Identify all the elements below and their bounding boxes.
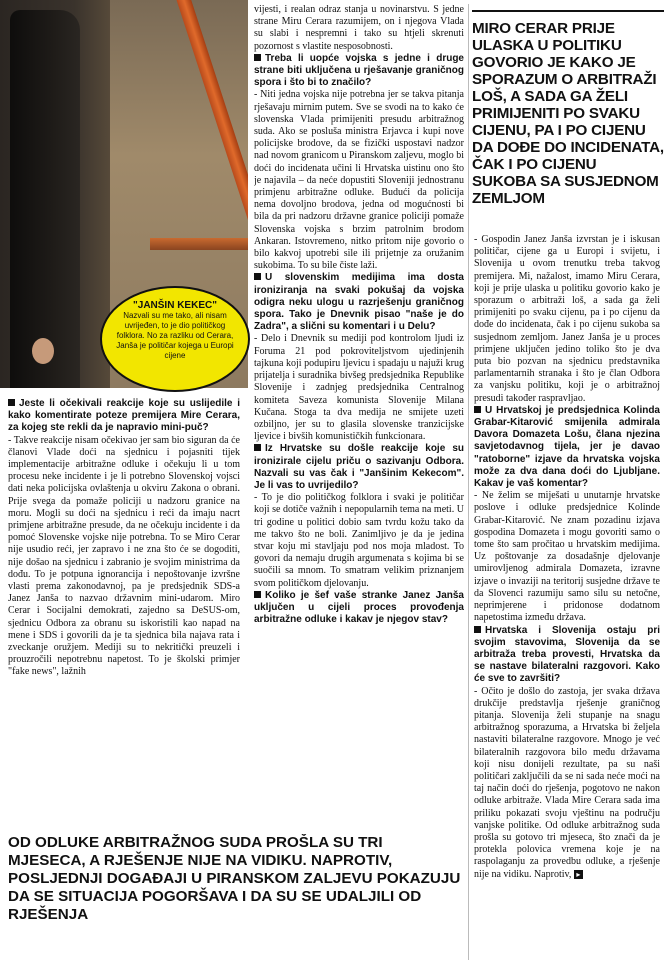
bubble-text: Nazvali su me tako, ali nisam uvrijeđen, to je dio političkog folklora. No za razliku od Cerara, Janša je političar kojega u Europi cijene bbox=[116, 311, 234, 360]
interview-answer: - Ne želim se miješati u unutarnje hrvatske poslove i odluke predsjednice Kolinde Grabar-Kitarović. Ne znam pozadinu izjava gospodina Domazeta i mogu govoriti samo o tome što sam pročitao u hrvatskim medijima. Uz poštovanje za dosadašnje djelovanje umirovljenog admirala Domazeta, izravne izjave o invaziji na teritorij susjedne države te da Slovenci razumiju samo silu su netočne, neprimjerene i pridonose dodatnom napetostima između država. bbox=[474, 490, 660, 624]
interview-question bbox=[254, 443, 464, 492]
interview-answer: - Očito je došlo do zastoja, jer svaka država drukčije predstavlja rješenje graničnog pitanja. Slovenija želi stupanje na snagu arbitražnog sporazuma, a Hrvatska bi željela nastaviti bilateralne razgovore. Mnogo je već bilateralnih razgovora bilo među državama koji nisu donijeli rezultate, pa su naši političari zaključili da se ni sada neće moći na taj način doći do rješenja, pogotovo ne nakon odluke arbitraže. Vlada Mire Cerara sada ima priliku pokazati svoju vještinu na području vanjske politike. Od odluke arbitražnog suda prošla su gotovo tri mjeseca, što znači da je protekla polovica vremena koje je na raspolaganju za provedbu odluke, a rješenje nije na vidiku. Naprotiv, ▸ bbox=[474, 685, 660, 880]
question-text: Hrvatska i Slovenija ostaju pri svojim stavovima, Slovenija da se arbitraža treba provesti, Hrvatska da se nastave bilateralni razgovori. Kako će sve to završiti? bbox=[474, 624, 660, 685]
interview-question bbox=[254, 272, 464, 333]
question-marker-icon bbox=[474, 406, 481, 413]
question-marker-icon bbox=[8, 399, 15, 406]
question-text: Iz Hrvatske su došle reakcije koje su ironizirale cijelu priču o sazivanju Odbora. Nazvali su vas čak i "Janšinim Kekecom". Je li vas to uvrijedilo? bbox=[254, 443, 464, 491]
pull-quote-bottom: OD ODLUKE ARBITRAŽNOG SUDA PROŠLA SU TRI MJESECA, A RJEŠENJE NIJE NA VIDIKU. NAPROTIV, POSLJEDNJI DOGAĐAJI U PIRANSKOM ZALJEVU POKAZUJU DA SE SITUACIJA POGORŠAVA I DA SU SE UDALJILI OD RJEŠENJA bbox=[8, 834, 461, 923]
interview-answer: - Takve reakcije nisam očekivao jer sam bio siguran da će članovi Vlade doći na sjednicu i pojasniti tijek implementacije arbitražne odluke i očekuju li u tom procesu neke incidente i je li potrebno Slovenskoj vojsci dati neka policijska ovlaštenja u okviru Zakona o obrani. Prije svega da pomaže policiji u nadzoru granice na moru. Mogli su doći na sjednicu i reći da imaju nacrt primjene arbitražne presude, da ne očekuju incidente i da pomoć Slovenske vojske nije potrebna. To se Miro Cerar nije usudio reći, jer zapravo i ne zna što će se dogoditi, nije došao na sjednicu i zabranio je svojim ministrima da dođu. To je potpuna ignorancija i nepoštovanje izvršne vlasti prema zakonodavnoj, pa je predsjednik SDS-a Janez Janša to nazvao državnim mini-udarom. Miro Cerar i Socijalni demokrati, zajedno sa DeSUS-om, sjednicu Odbora za obranu su iskoristili kao napad na mene i SDS i govorili da je ta sjednica bila najava rata i zveckanje oružjem. Mediji su to nekritički preuzeli i prouzročili nepotrebnu napetost. To je školski primjer "fake news", lažnih bbox=[8, 434, 240, 678]
question-text: Koliko je šef vaše stranke Janez Janša uključen u cijeli proces provođenja arbitražne odluke i kakav je njegov stav? bbox=[254, 589, 464, 626]
text-column-3 bbox=[474, 234, 660, 954]
text-column-2 bbox=[254, 4, 464, 830]
question-text: Jeste li očekivali reakcije koje su uslijedile i kako komentirate poteze premijera Mire Cerara, za kojeg ste rekli da je napravio mini-puč? bbox=[8, 398, 240, 434]
interview-question bbox=[474, 405, 660, 490]
interview-question bbox=[254, 590, 464, 627]
interview-question bbox=[474, 625, 660, 686]
question-text: U slovenskim medijima ima dosta ironiziranja na svaki pokušaj da vojska odigra neku ulogu u razrješenju graničnog spora. Tako je Dnevnik pisao "naše je do Zadra", a slični su komentari i u Delu? bbox=[254, 272, 464, 333]
photo-person bbox=[10, 10, 80, 388]
pull-quote-top: MIRO CERAR PRIJE ULASKA U POLITIKU GOVORIO JE KAKO JE SPORAZUM O ARBITRAŽI LOŠ, A SADA GA ŽELI PRIMIJENITI PO SVAKU CIJENU, PA I PO CIJENU DA DOĐE DO INCIDENATA, ČAK I PO CIJENU SUKOBA SA SUSJEDNOM ZEMLJOM bbox=[472, 20, 664, 207]
bubble-title: "JANŠIN KEKEC" bbox=[133, 300, 217, 311]
question-marker-icon bbox=[254, 444, 261, 451]
question-text: U Hrvatskoj je predsjednica Kolinda Grabar-Kitarović smijenila admirala Davora Domazeta Lošu, člana njezina savjetodavnog tijela, jer je davao "ratoborne" izjave da hrvatska vojska može za dva dana doći do Ljubljane. Kakav je vaš komentar? bbox=[474, 404, 660, 490]
photo-handrail-lower bbox=[150, 238, 248, 250]
text-column-1 bbox=[8, 398, 240, 830]
interview-answer: - To je dio političkog folklora i svaki je političar koji se dotiče važnih i nepopularnih tema na meti. U tri godine u politici dobio sam tvrdu kožu tako da me takvo što ne boli. Zanimljivo je da je jedina stvar koju mi stavljaju pod nos moja mladost. To govori da nemaju drugih argumenata s kojima bi se suočili sa mnom. To smatram velikim priznanjem svom političkom djelovanju. bbox=[254, 492, 464, 589]
question-marker-icon bbox=[254, 591, 261, 598]
speech-bubble bbox=[100, 286, 250, 392]
interview-answer: - Delo i Dnevnik su mediji pod kontrolom ljudi iz Foruma 21 pod pokroviteljstvom ujedinjenih tajkuna koji podupiru ljevicu i spadaju u najuži krug prijatelja i suradnika bivšeg predsjednika Republike Slovenije i zadnjeg predsjednika Centralnog komiteta Saveza komunista Slovenije Milana Kučana. Stoga ta dva medija ne smijete uzeti ozbiljno, jer su to glasila slovenske tranzicijske ljevice i bivših komunističkih funkcionara. bbox=[254, 333, 464, 443]
question-marker-icon bbox=[254, 273, 261, 280]
interview-answer: vijesti, i realan odraz stanja u novinarstvu. S jedne strane Miru Cerara razumijem, on i njegova Vlada su slabi i nespremni i tako su htjeli skrenuti pozornost s vlastite nesposobnosti. bbox=[254, 4, 464, 52]
pull-quote-rule bbox=[472, 10, 664, 12]
question-marker-icon bbox=[254, 54, 261, 61]
interview-question bbox=[254, 53, 464, 90]
interview-answer: - Gospodin Janez Janša izvrstan je i iskusan političar, cijene ga u Europi i svijetu, i Slovenija u ovom trenutku treba takvog premijera. Mi, nažalost, imamo Miru Cerara, koji je prije ulaska u politiku govorio kako je sporazum o arbitraži loš, a sada ga želi primijeniti po svaku cijenu, pa i po cijenu da dođe do incidenata, čak i po cijenu sukoba sa susjednom zemljom. Janez Janša je u proces primjene uključen jedino toliko što je dva puta bio pozvan na sjednicu predstavnika parlamentarnih stranaka i što je član Odbora za vanjsku politiku, koji je o arbitražnoj presudi također raspravljao. bbox=[474, 234, 660, 404]
interview-answer: - Niti jedna vojska nije potrebna jer se takva pitanja rješavaju mirnim putem. Sve se svodi na to kako će slovenska Vlada primijeniti presudu arbitražnog suda. Ako se posluša ministra Erjavca i kupi nove policijske brodove, da se fizički uspostavi nadzor nad novom granicom u Piranskom zaljevu, moglo bi doći do incidenata učini li Hrvatska uistinu ono što je najavila – da neće dopustiti Sloveniji jednostranu primjenu arbitražne odluke. Budući da policija nema dovoljno brodova, jedna od mogućnosti bi bila da pri nadzoru državne granice policiji pomaže Slovenska vojska s brzim patrolnim brodom Ankaran. Istovremeno, nitko pritom nije govorio o bilo kakvoj upotrebi sile ili prijetnje za oružanim sukobima. To su bile čiste laži. bbox=[254, 89, 464, 272]
interview-question bbox=[8, 398, 240, 435]
column-divider bbox=[468, 4, 469, 960]
photo-hand bbox=[32, 338, 54, 364]
question-text: Treba li uopće vojska s jedne i druge strane biti uključena u rješavanje graničnog spora i što bi to značilo? bbox=[254, 52, 464, 89]
continue-arrow-icon: ▸ bbox=[574, 870, 583, 879]
question-marker-icon bbox=[474, 626, 481, 633]
